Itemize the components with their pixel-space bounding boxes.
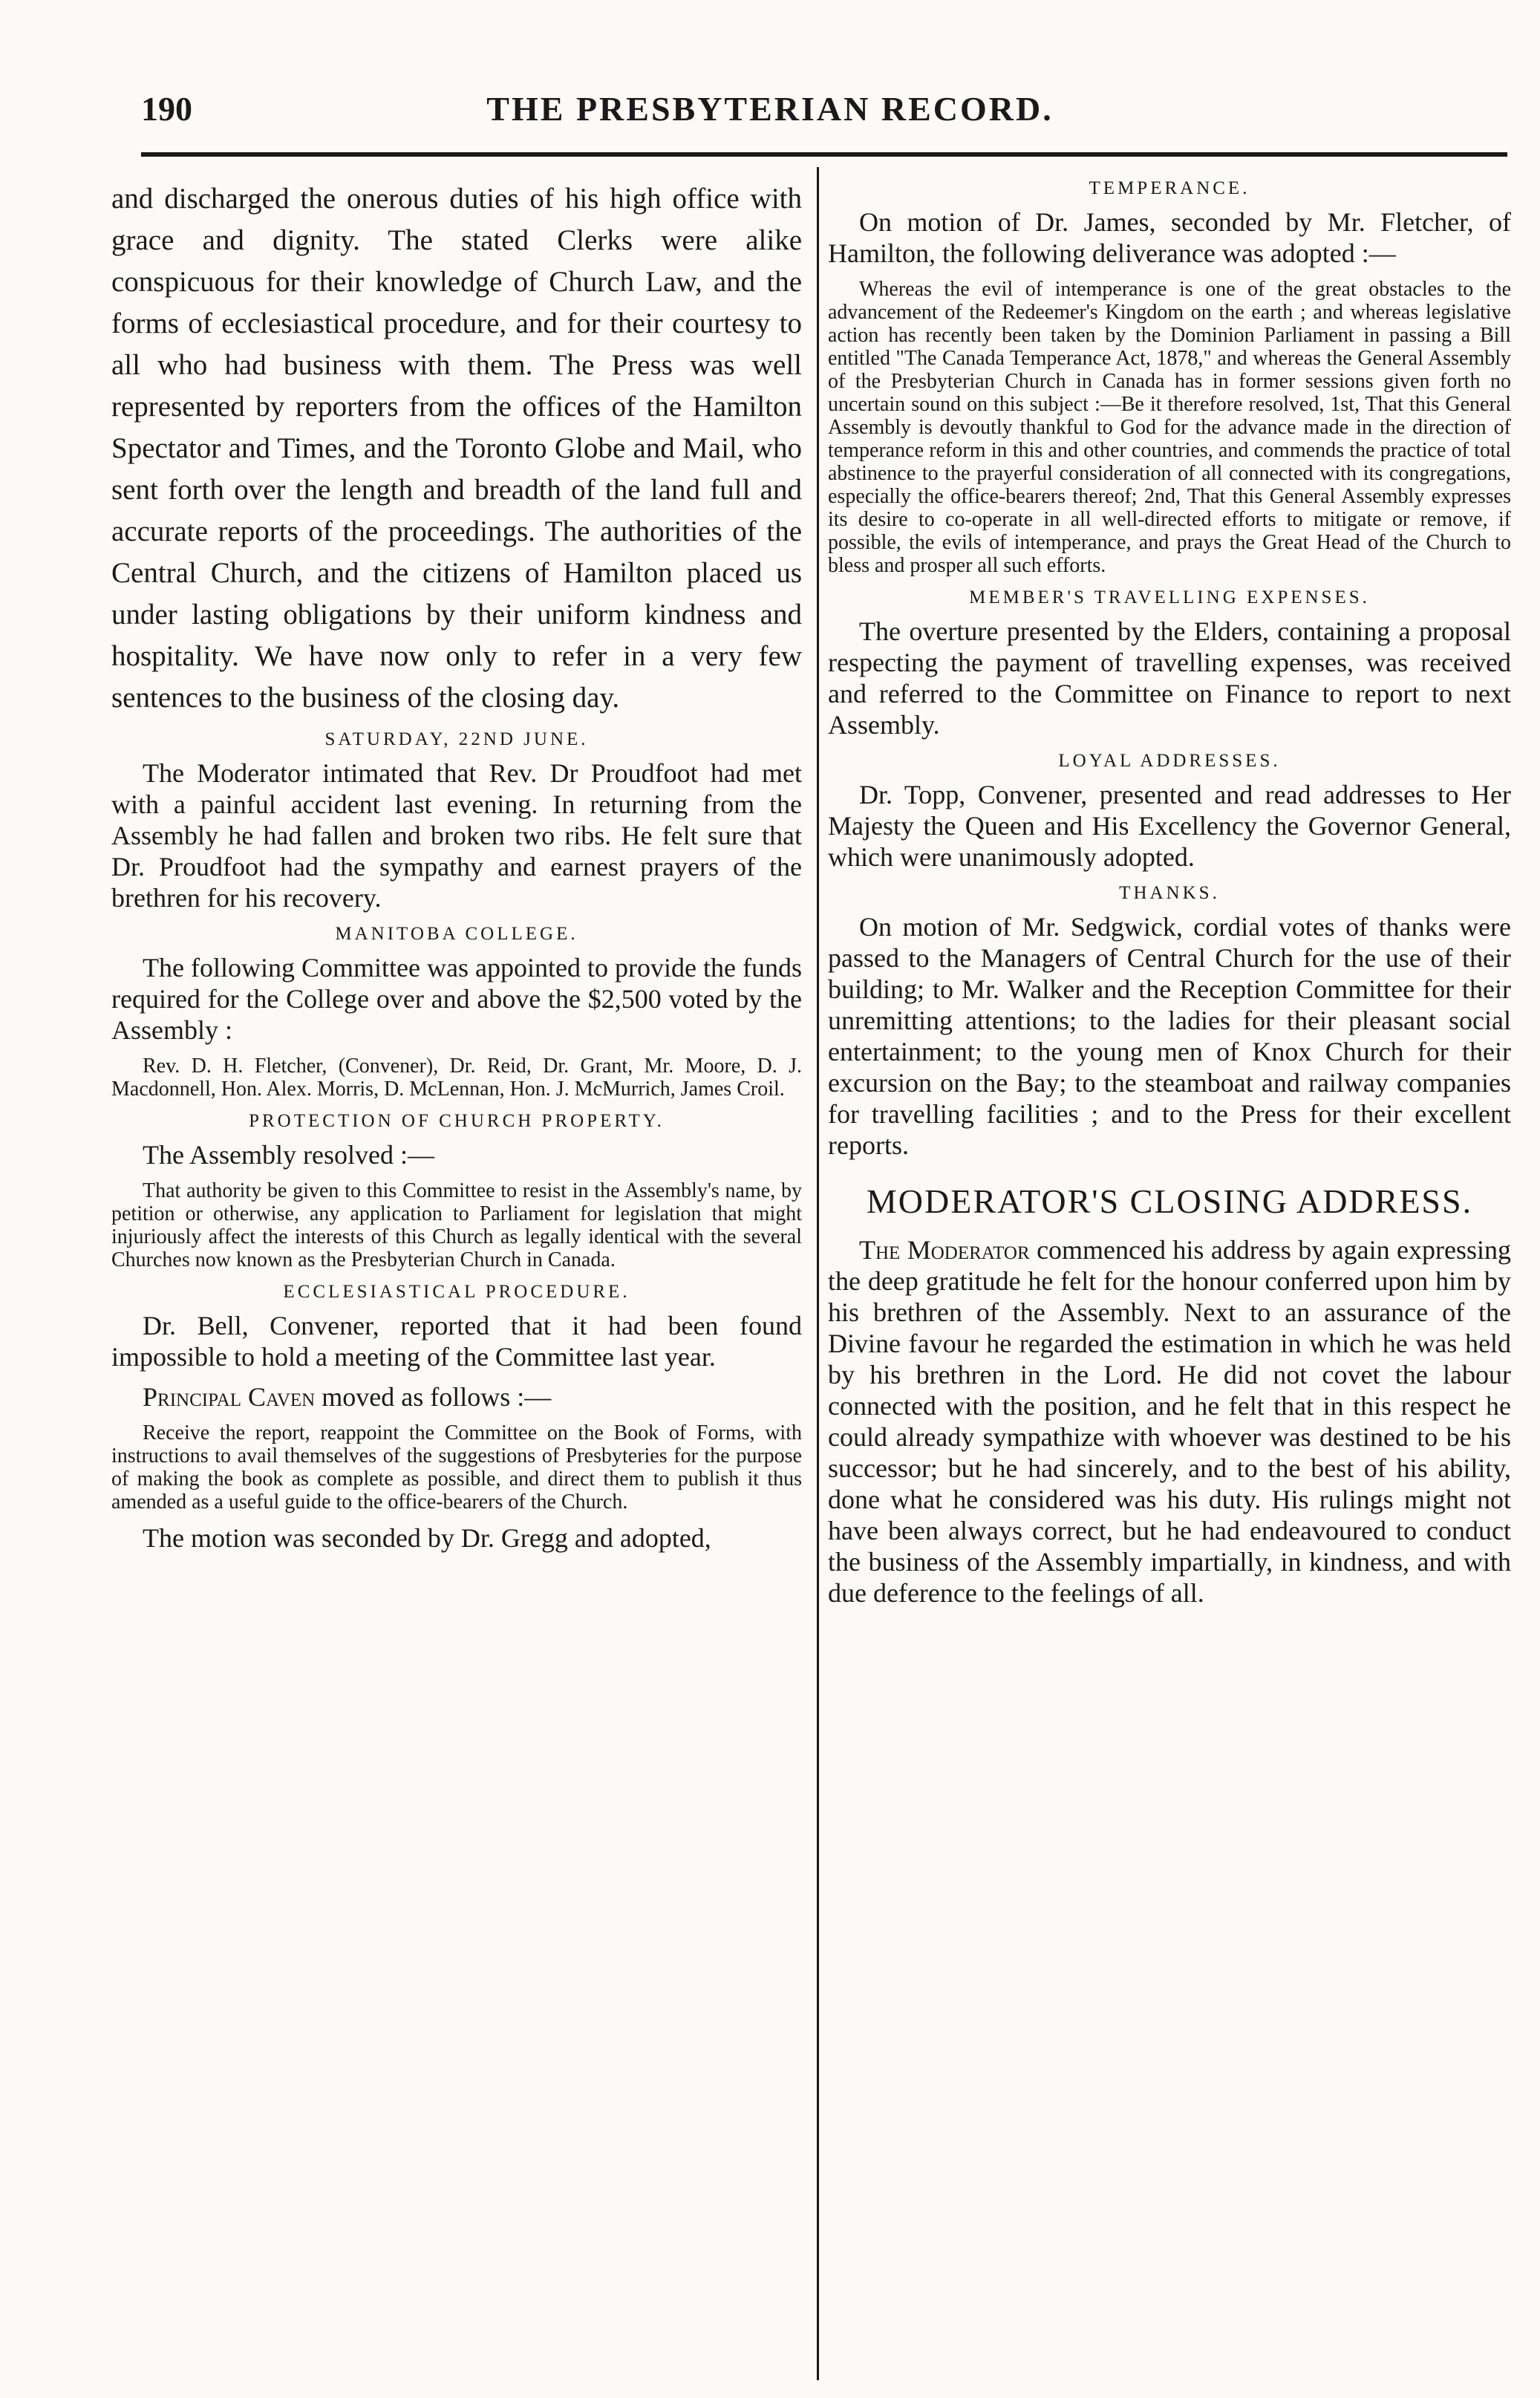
left-column — [111, 178, 802, 1554]
closing-paragraph: The motion was seconded by Dr. Gregg and adopted, — [143, 1523, 711, 1553]
running-title: THE PRESBYTERIAN RECORD. — [486, 90, 1054, 128]
expenses-heading: MEMBER'S TRAVELLING EXPENSES. — [969, 587, 1370, 607]
protection-heading: PROTECTION OF CHURCH PROPERTY. — [249, 1111, 665, 1131]
temperance-heading: TEMPERANCE. — [1089, 178, 1250, 198]
manitoba-paragraph: The following Committee was appointed to provide the funds required for the College over and above the $2,500 voted by the Assembly : — [111, 953, 802, 1045]
caven-paragraph — [111, 1381, 802, 1413]
manitoba-committee-names: Rev. D. H. Fletcher, (Convener), Dr. Reid, Dr. Grant, Mr. Moore, D. J. Macdonnell, Hon. Alex. Morris, D. McLennan, Hon. J. McMurrich, James Croil. — [111, 1055, 802, 1101]
header-rule — [141, 152, 1507, 157]
caven-motion: Receive the report, reappoint the Committee on the Book of Forms, with instructions to avail themselves of the suggestions of Presbyteries for the purpose of making the book as complete as possible, and direct them to publish it thus amended as a useful guide to the office-bearers of the Church. — [111, 1421, 802, 1514]
page-number: 190 — [141, 90, 192, 128]
manitoba-heading: MANITOBA COLLEGE. — [335, 924, 578, 944]
protection-paragraph: The Assembly resolved :— — [143, 1140, 434, 1170]
protection-resolution: That authority be given to this Committee to resist in the Assembly's name, by petition or otherwise, any application to Parliament for legislation that might injuriously affect the interests of this Church as legally identical with the several Churches now known as the Presbyterian Church in Canada. — [111, 1179, 802, 1271]
column-divider — [817, 167, 819, 2380]
temperance-deliverance: Whereas the evil of intemperance is one of the great obstacles to the advancement of the Redeemer's Kingdom on the earth ; and whereas legislative action has recently been taken by the Dominion Parliament in passing a Bill entitled "The Canada Temperance Act, 1878," and whereas the General Assembly of the Presbyterian Church in Canada has in former sessions given forth no uncertain sound on this subject :—Be it therefore resolved, 1st, That this General Assembly is devoutly thankful to God for the advance made in the direction of temperance reform in this and other countries, and commends the practice of total abstinence to the prayerful consideration of all connected with its congregations, especially the office-bearers thereof; 2nd, That this General Assembly expresses its desire to co-operate in all well-directed efforts to mitigate or remove, if possible, the evils of intemperance, and prays the Great Head of the Church to bless and prosper all such efforts. — [828, 278, 1511, 577]
procedure-heading: ECCLESIASTICAL PROCEDURE. — [283, 1282, 630, 1302]
intro-paragraph: and discharged the onerous duties of his high office with grace and dignity. The stated Clerks were alike conspicuous for their knowledge of Church Law, and the forms of ecclesiastical procedure, and for their courtesy to all who had business with them. The Press was well represented by reporters from the offices of the Hamilton Spectator and Times, and the Toronto Globe and Mail, who sent forth over the length and breadth of the land full and accurate reports of the proceedings. The authorities of the Central Church, and the citizens of Hamilton placed us under lasting obligations by their uniform kindness and hospitality. We have now only to refer in a very few sentences to the business of the closing day. — [111, 183, 802, 714]
thanks-heading: THANKS. — [1119, 883, 1220, 903]
loyal-heading: LOYAL ADDRESSES. — [1058, 751, 1281, 771]
address-text: commenced his address by again expressing the deep gratitude he felt for the honour conferred upon him by his brethren of the Assembly. Next to an assurance of the Divine favour he regarded the estimation in which he was held by his brethren in the Lord. He did not covet the labour connected with the position, and he felt that in this respect he could already sympathize with whoever was destined to be his successor; but he had sincerely, and to the best of his ability, done what he considered was his duty. His rulings might not have been always correct, but he had endeavoured to conduct the business of the Assembly impartially, in kindness, and with due deference to the feelings of all. — [828, 1235, 1511, 1608]
saturday-heading: SATURDAY, 22ND JUNE. — [324, 729, 589, 749]
thanks-paragraph: On motion of Mr. Sedgwick, cordial votes of thanks were passed to the Managers of Central Church for the use of their building; to Mr. Walker and the Reception Committee for their unremitting attentions; to the ladies for their pleasant social entertainment; to the young men of Knox Church for their excursion on the Bay; to the steamboat and railway companies for travelling facilities ; and to the Press for their excellent reports. — [828, 912, 1511, 1160]
right-column — [828, 178, 1511, 1609]
expenses-paragraph: The overture presented by the Elders, containing a proposal respecting the payment of travelling expenses, was received and referred to the Committee on Finance to report to next Assembly. — [828, 616, 1511, 740]
procedure-paragraph: Dr. Bell, Convener, reported that it had been found impossible to hold a meeting of the Committee last year. — [111, 1311, 802, 1372]
caven-name: Principal Caven — [143, 1382, 316, 1412]
loyal-paragraph: Dr. Topp, Convener, presented and read addresses to Her Majesty the Queen and His Excellency the Governor General, which were unanimously adopted. — [828, 780, 1511, 872]
address-lead: The Moderator — [859, 1235, 1030, 1265]
caven-text: moved as follows :— — [315, 1382, 552, 1412]
temperance-paragraph: On motion of Dr. James, seconded by Mr. Fletcher, of Hamilton, the following deliverance was adopted :— — [828, 207, 1511, 268]
address-paragraph — [828, 1234, 1511, 1609]
saturday-paragraph: The Moderator intimated that Rev. Dr Proudfoot had met with a painful accident last evening. In returning from the Assembly he had fallen and broken two ribs. He felt sure that Dr. Proudfoot had the sympathy and earnest prayers of the brethren for his recovery. — [111, 758, 802, 913]
address-heading: MODERATOR'S CLOSING ADDRESS. — [866, 1182, 1473, 1220]
